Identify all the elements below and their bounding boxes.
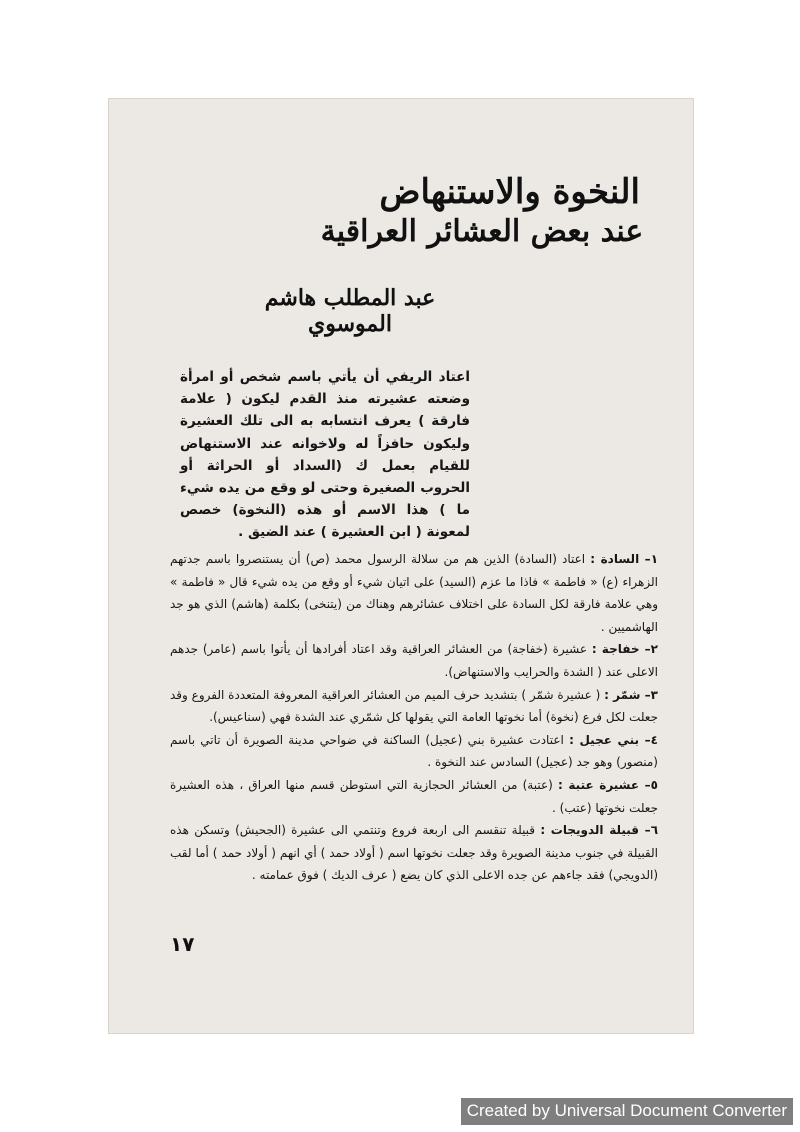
page-number: ١٧: [170, 932, 195, 956]
section-duwaijat: [170, 819, 658, 887]
article-body: [170, 548, 658, 887]
section-text: اعتاد (السادة) الذين هم من سلالة الرسول محمد (ص) أن يستنصروا باسم جدتهم الزهراء (ع) « فاطمة » فاذا ما عزم (السيد) على اتيان شيء أو وقع من يده شيء قال « فاطمة » وهي علامة فارقة لكل السادة على اختلاف عشائرهم وهناك من (يتنخى) بكلمة (هاشم) الذي هو جد الهاشميين .: [170, 552, 658, 634]
section-text: ( عشيرة شمّر ) بتشديد حرف الميم من العشائر العراقية المعروفة المتعددة الفروع وقد جعلت لكل فرع (نخوة) أما نخوتها العامة التي يقولها كل شمّري عند الشدة فهي (سناعيس).: [170, 687, 658, 725]
section-utba: [170, 774, 658, 819]
section-sadah: [170, 548, 658, 638]
article-title-line-2: عند بعض العشائر العراقية: [320, 214, 644, 249]
section-heading: ٥– عشيرة عتبة :: [558, 777, 658, 792]
section-heading: ٦– قبيلة الدويجات :: [540, 823, 659, 838]
article-title-line-1: النخوة والاستنهاض: [379, 172, 640, 212]
section-bani-ujail: [170, 729, 658, 774]
section-heading: ١– السادة :: [590, 552, 659, 566]
section-text: قبيلة تنقسم الى اربعة فروع وتنتمي الى عشيرة (الجحيش) وتسكن هذه القبيلة في جنوب مدينة الصويرة وقد جعلت نخوتها اسم ( أولاد حمد ) أي انهم ( أولاد حمد ) أما لقب (الدويجي) فقد جاءهم عن جده الاعلى الذي كان يضع ( عرف الديك ) فوق عمامته .: [170, 823, 658, 883]
section-heading: ٣– شمّر :: [604, 687, 658, 702]
section-khafaja: [170, 638, 658, 683]
section-text: (عتبة) من العشائر الحجازية التي استوطن قسم منها العراق ، هذه العشيرة جعلت نخوتها (عتب) .: [170, 777, 658, 815]
section-text: عشيرة (خفاجة) من العشائر العراقية وقد اعتاد أفرادها أن يأتوا باسم (عامر) جدهم الاعلى عند ( الشدة والحرايب والاستنهاض).: [170, 642, 658, 679]
section-shammar: [170, 684, 658, 729]
section-heading: ٤– بني عجيل :: [569, 732, 658, 747]
intro-paragraph: اعتاد الريفي أن يأتي باسم شخص أو امرأة وضعته عشيرته منذ القدم ليكون ( علامة فارقة ) يعرف انتسابه به الى تلك العشيرة وليكون حافزاً له ولاخوانه عند الاستنهاض للقيام بعمل ك (السداد أو الحراثة أو الحروب الصغيرة وحتى لو وقع من يده شيء ما ) هذا الاسم أو هذه (النخوة) خصص لمعونة ( ابن العشيرة ) عند الضيق .: [180, 369, 470, 541]
section-heading: ٢– خفاجة :: [591, 642, 658, 657]
section-text: اعتادت عشيرة بني (عجيل) الساكنة في ضواحي مدينة الصويرة أن تاتي باسم (منصور) وهو جد (عجيل) السادس عند النخوة .: [170, 732, 658, 770]
converter-watermark: Created by Universal Document Converter: [461, 1098, 793, 1125]
article-author: عبد المطلب هاشم الموسوي: [264, 285, 436, 337]
